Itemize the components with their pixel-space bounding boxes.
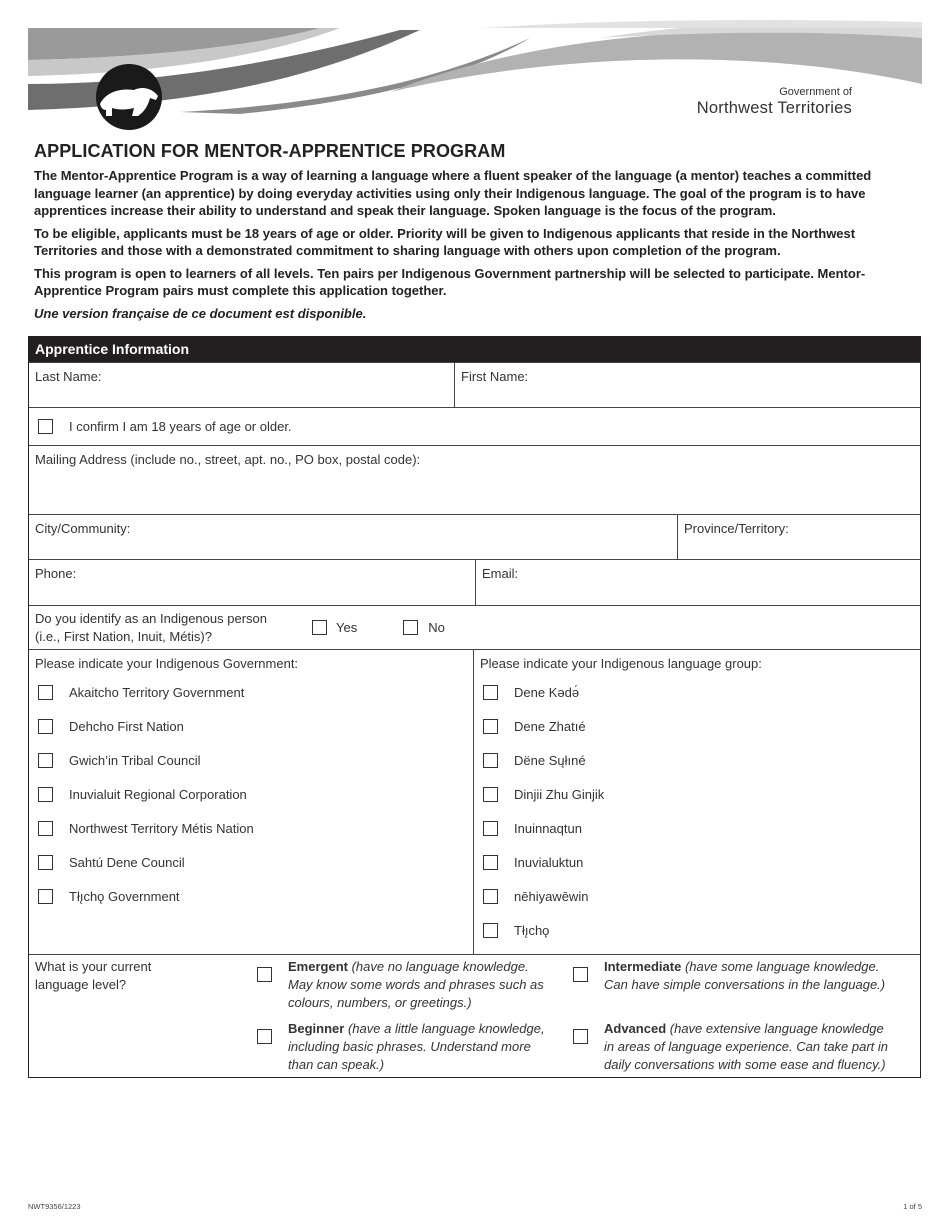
indigenous-question [29, 607, 304, 649]
language-option[interactable] [480, 811, 914, 845]
apprentice-information-form [28, 336, 921, 1078]
language-level-line1: What is your current [35, 959, 152, 974]
yes-checkbox[interactable] [312, 620, 327, 635]
government-option[interactable] [35, 811, 467, 845]
government-checkbox[interactable] [38, 753, 53, 768]
government-option[interactable] [35, 777, 467, 811]
no-checkbox[interactable] [403, 620, 418, 635]
language-label: Dene Kədə́ [514, 684, 580, 700]
name-row [29, 362, 920, 407]
government-option[interactable] [35, 879, 467, 913]
language-label: Dëne Sųłıné [514, 752, 586, 768]
indigenous-question-line2: (i.e., First Nation, Inuit, Métis)? [35, 628, 212, 644]
language-checkbox[interactable] [483, 787, 498, 802]
language-option[interactable] [480, 777, 914, 811]
government-heading: Please indicate your Indigenous Government: [35, 656, 299, 671]
province-field[interactable] [677, 515, 920, 559]
intro-paragraph-1: The Mentor-Apprentice Program is a way of learning a language where a fluent speaker of the language (a mentor) teaches a committed language learner (an apprentice) by doing everyday activities using only their Indigenous language. The goal of the program is to have apprentices increase their ability to understand and speak their language. Spoken language is the focus of the program. [34, 168, 872, 218]
government-of-label: Government of [779, 86, 852, 98]
last-name-field[interactable] [29, 363, 454, 407]
language-checkbox[interactable] [483, 855, 498, 870]
advanced-name: Advanced [604, 1021, 667, 1036]
language-label: Dinjii Zhu Ginjik [514, 786, 605, 802]
city-field[interactable] [29, 515, 677, 559]
advanced-checkbox[interactable] [573, 1029, 588, 1044]
intro-paragraph-2: To be eligible, applicants must be 18 years of age or older. Priority will be given to Indigenous applicants that reside in the Northwest Territories and those with a demonstrated commitment to sharing language with others upon completion of the program. [34, 225, 856, 258]
phone-email-row [29, 559, 920, 605]
mailing-address-field[interactable] [29, 446, 920, 514]
government-label: Dehcho First Nation [69, 718, 184, 734]
intermediate-description: (have some language knowledge. Can have simple conversations in the language.) [604, 959, 886, 992]
beginner-option[interactable] [257, 1020, 573, 1074]
emergent-checkbox[interactable] [257, 967, 272, 982]
emergent-option[interactable] [257, 958, 573, 1012]
language-option[interactable] [480, 879, 914, 913]
government-checkbox[interactable] [38, 889, 53, 904]
phone-field[interactable] [29, 560, 475, 605]
page-number: 1 of 5 [903, 1202, 922, 1211]
language-option[interactable] [480, 913, 914, 947]
language-label: Inuinnaqtun [514, 820, 582, 836]
email-field[interactable] [475, 560, 920, 605]
language-heading: Please indicate your Indigenous language group: [480, 656, 762, 671]
language-column [473, 650, 920, 954]
phone-label: Phone: [35, 566, 77, 581]
government-option[interactable] [35, 743, 467, 777]
polar-bear-logo-icon [96, 64, 162, 130]
mailing-address-label: Mailing Address (include no., street, apt. no., PO box, postal code): [35, 452, 421, 467]
age-confirm-label: I confirm I am 18 years of age or older. [69, 419, 292, 434]
section-header: Apprentice Information [29, 336, 920, 362]
intro-paragraph-3: This program is open to learners of all levels. Ten pairs per Indigenous Government partnership will be selected to participate. Mentor-Apprentice Program pairs must complete this application together. [34, 265, 866, 298]
government-label: Akaitcho Territory Government [69, 684, 245, 700]
language-label: Inuvialuktun [514, 854, 584, 870]
age-confirm-row [29, 407, 920, 445]
language-label: nēhiyawēwin [514, 888, 589, 904]
age-confirm-checkbox[interactable] [38, 419, 53, 434]
government-checkbox[interactable] [38, 821, 53, 836]
beginner-description: (have a little language knowledge, including basic phrases. Understand more than can speak.) [288, 1021, 545, 1072]
government-label: Gwich’in Tribal Council [69, 752, 201, 768]
language-option[interactable] [480, 675, 914, 709]
intermediate-option[interactable] [573, 958, 920, 1012]
email-label: Email: [482, 566, 519, 581]
language-level-line2: language level? [35, 977, 127, 992]
city-label: City/Community: [35, 521, 131, 536]
intermediate-name: Intermediate [604, 959, 682, 974]
language-checkbox[interactable] [483, 753, 498, 768]
advanced-option[interactable] [573, 1020, 920, 1074]
age-confirm-option[interactable] [29, 413, 298, 440]
intermediate-checkbox[interactable] [573, 967, 588, 982]
language-checkbox[interactable] [483, 821, 498, 836]
language-checkbox[interactable] [483, 889, 498, 904]
language-checkbox[interactable] [483, 685, 498, 700]
language-option[interactable] [480, 845, 914, 879]
province-label: Province/Territory: [684, 521, 789, 536]
language-option[interactable] [480, 743, 914, 777]
government-option[interactable] [35, 709, 467, 743]
government-wordmark [697, 86, 852, 118]
first-name-label: First Name: [461, 369, 529, 384]
page-title: APPLICATION FOR MENTOR-APPRENTICE PROGRAM [34, 141, 506, 161]
government-checkbox[interactable] [38, 787, 53, 802]
language-label: Tłı̨chǫ [514, 922, 550, 938]
government-checkbox[interactable] [38, 685, 53, 700]
intro-text [34, 167, 914, 327]
language-option[interactable] [480, 709, 914, 743]
indigenous-identity-row [29, 605, 920, 649]
emergent-description: (have no language knowledge. May know some words and phrases such as colours, numbers, or greetings.) [288, 959, 544, 1010]
advanced-description: (have extensive language knowledge in areas of language experience. Can take part in daily conversations with some ease and fluency.) [604, 1021, 889, 1072]
government-label: Northwest Territory Métis Nation [69, 820, 254, 836]
first-name-field[interactable] [454, 363, 920, 407]
government-option[interactable] [35, 845, 467, 879]
no-label: No [428, 620, 445, 635]
language-checkbox[interactable] [483, 719, 498, 734]
indigenous-answer-options [304, 620, 445, 635]
government-checkbox[interactable] [38, 719, 53, 734]
government-label: Sahtú Dene Council [69, 854, 185, 870]
language-label: Dene Zhatıé [514, 718, 586, 734]
government-column [29, 650, 473, 954]
northwest-territories-label: Northwest Territories [696, 99, 852, 117]
beginner-name: Beginner [288, 1021, 345, 1036]
government-option[interactable] [35, 675, 467, 709]
french-version-note: Une version française de ce document est disponible. [34, 305, 367, 321]
government-label: Inuvialuit Regional Corporation [69, 786, 247, 802]
city-province-row [29, 514, 920, 559]
indigenous-question-line1: Do you identify as an Indigenous person [35, 610, 267, 626]
mailing-address-row [29, 445, 920, 514]
language-checkbox[interactable] [483, 923, 498, 938]
emergent-name: Emergent [288, 959, 348, 974]
government-label: Tłı̨chǫ Government [69, 888, 180, 904]
yes-label: Yes [336, 620, 358, 635]
government-language-row [29, 649, 920, 954]
language-level-row [29, 954, 920, 1077]
form-code: NWT9356/1223 [28, 1202, 81, 1211]
government-checkbox[interactable] [38, 855, 53, 870]
language-level-question [29, 955, 251, 1077]
language-level-options [251, 955, 920, 1077]
beginner-checkbox[interactable] [257, 1029, 272, 1044]
last-name-label: Last Name: [35, 369, 102, 384]
